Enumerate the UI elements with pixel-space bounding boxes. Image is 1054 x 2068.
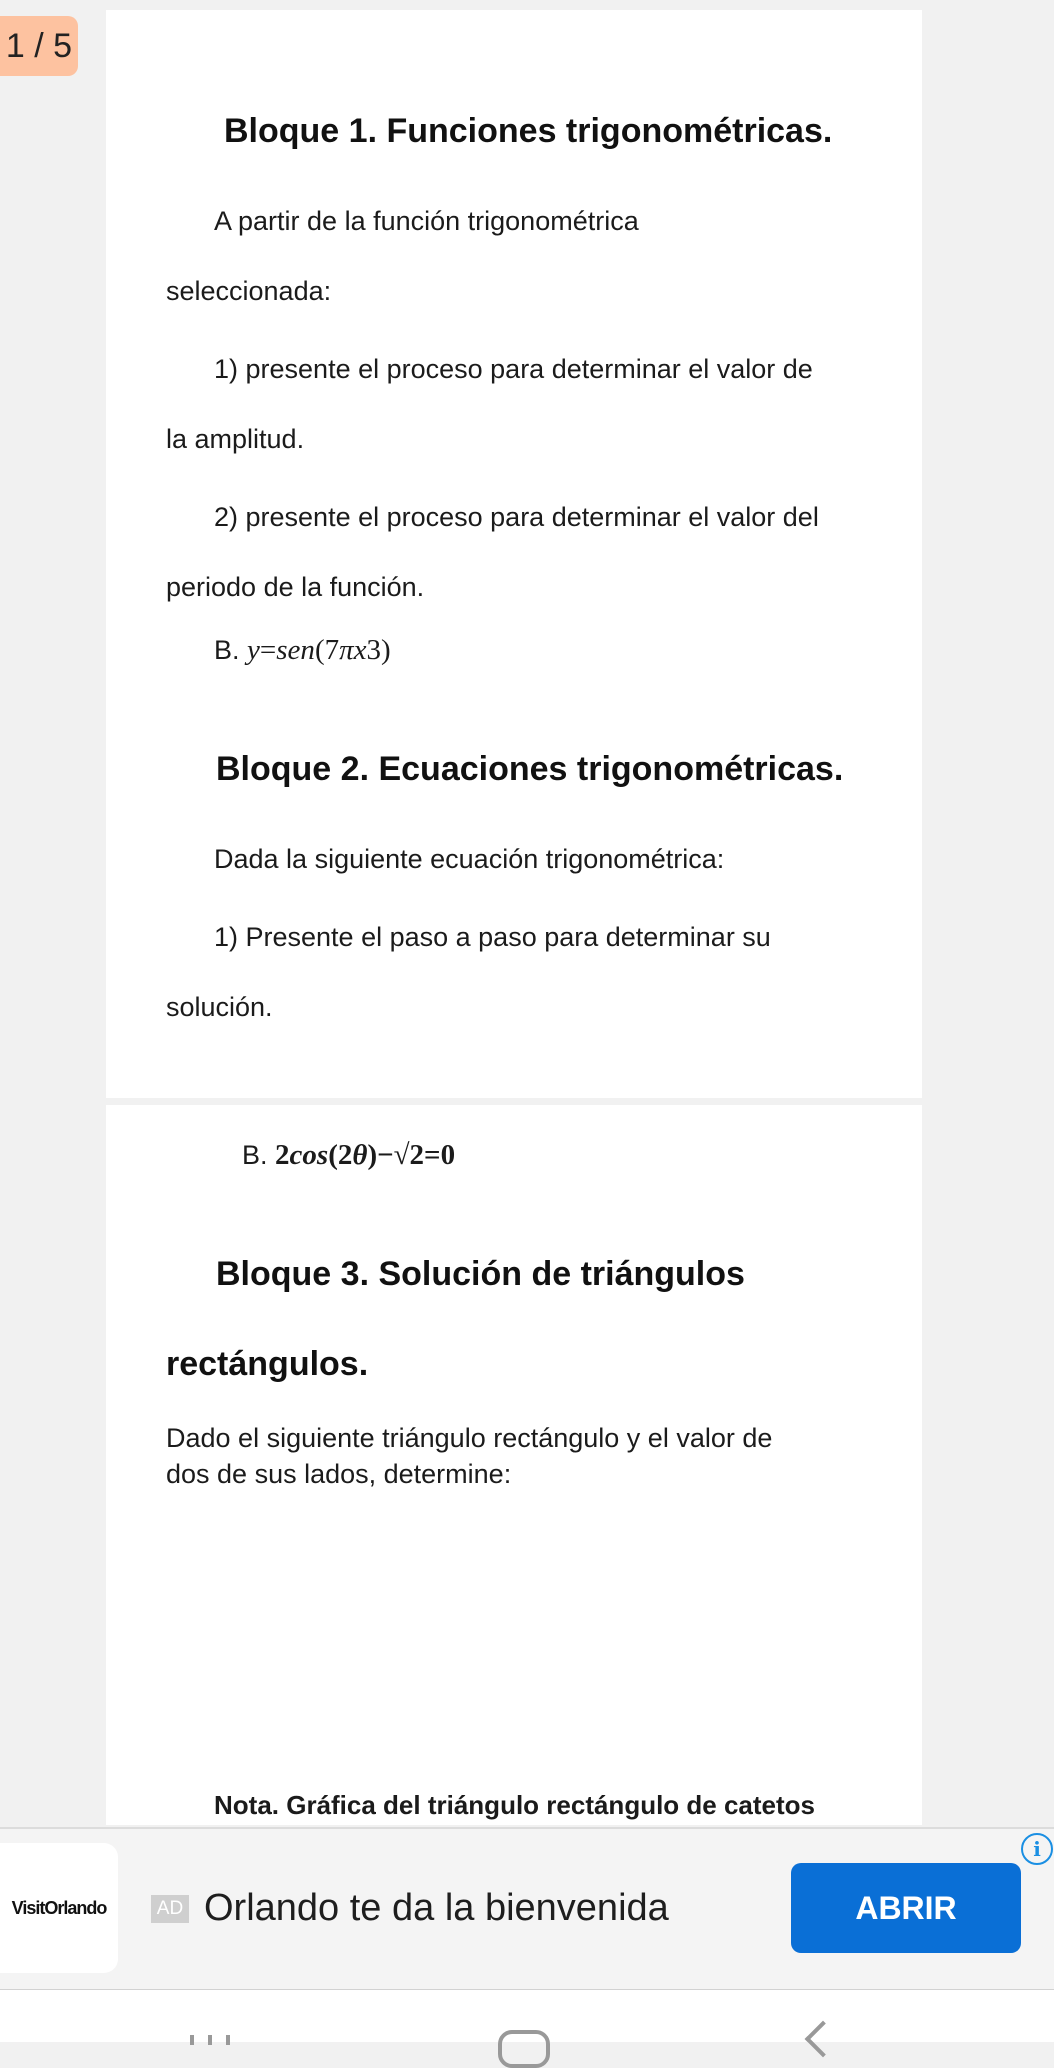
block3-desc-line1: Dado el siguiente triángulo rectángulo y el valor de <box>166 1423 773 1453</box>
ad-open-button[interactable]: ABRIR <box>791 1863 1021 1953</box>
eq-open: (2 <box>328 1139 353 1171</box>
option-label: B. <box>242 1140 268 1170</box>
block2-item1-line2: solución. <box>166 992 273 1022</box>
eq-close: 3) <box>366 634 391 666</box>
block1-title: Bloque 1. Funciones trigonométricas. <box>224 112 833 150</box>
block2-intro: Dada la siguiente ecuación trigonométrica: <box>214 844 725 874</box>
eq-function: cos <box>289 1139 329 1171</box>
eq-y: y <box>247 634 260 666</box>
block1-item1-line1: 1) presente el proceso para determinar el valor de <box>214 354 813 384</box>
ad-tag: AD <box>151 1895 189 1923</box>
block1-equation <box>214 634 391 667</box>
ad-logo[interactable]: VisitOrlando <box>0 1843 118 1973</box>
block3-title-line1: Bloque 3. Solución de triángulos <box>216 1255 745 1293</box>
option-label: B. <box>214 635 240 665</box>
block1-item2-line2: periodo de la función. <box>166 572 425 602</box>
block2-equation <box>242 1139 455 1172</box>
info-icon[interactable]: i <box>1021 1833 1053 1865</box>
ad-title[interactable]: Orlando te da la bienvenida <box>204 1887 669 1929</box>
block3-title-line2: rectángulos. <box>166 1345 369 1383</box>
block3-desc-line2: dos de sus lados, determine: <box>166 1459 512 1489</box>
block2-item1-line1: 1) Presente el paso a paso para determinar su <box>214 922 771 952</box>
eq-pi: π <box>339 634 354 666</box>
back-icon[interactable] <box>805 2021 842 2058</box>
recents-icon[interactable] <box>190 2032 260 2042</box>
equation-expression <box>275 1139 455 1171</box>
system-navigation-bar <box>0 1990 1054 2042</box>
eq-function: sen <box>276 634 315 666</box>
eq-coef: 2 <box>275 1139 290 1171</box>
ad-banner[interactable] <box>0 1827 1054 1992</box>
block2-title: Bloque 2. Ecuaciones trigonométricas. <box>216 750 844 788</box>
eq-x: x <box>353 634 367 666</box>
eq-open: (7 <box>314 634 340 666</box>
eq-rest: −√2=0 <box>377 1139 456 1171</box>
document-page-1[interactable] <box>106 10 922 1098</box>
block1-item2-line1: 2) presente el proceso para determinar el valor del <box>214 502 819 532</box>
eq-equals: = <box>259 634 277 666</box>
block1-item1-line2: la amplitud. <box>166 424 305 454</box>
page-counter: 1 / 5 <box>0 16 78 76</box>
document-page-2[interactable] <box>106 1105 922 1825</box>
eq-close: ) <box>367 1139 378 1171</box>
block3-note: Nota. Gráfica del triángulo rectángulo de catetos <box>214 1790 816 1820</box>
block1-intro-line1: A partir de la función trigonométrica <box>214 206 639 236</box>
eq-theta: θ <box>352 1139 368 1171</box>
equation-expression <box>247 634 391 666</box>
block1-intro-line2: seleccionada: <box>166 276 332 306</box>
home-icon[interactable] <box>498 2030 550 2068</box>
